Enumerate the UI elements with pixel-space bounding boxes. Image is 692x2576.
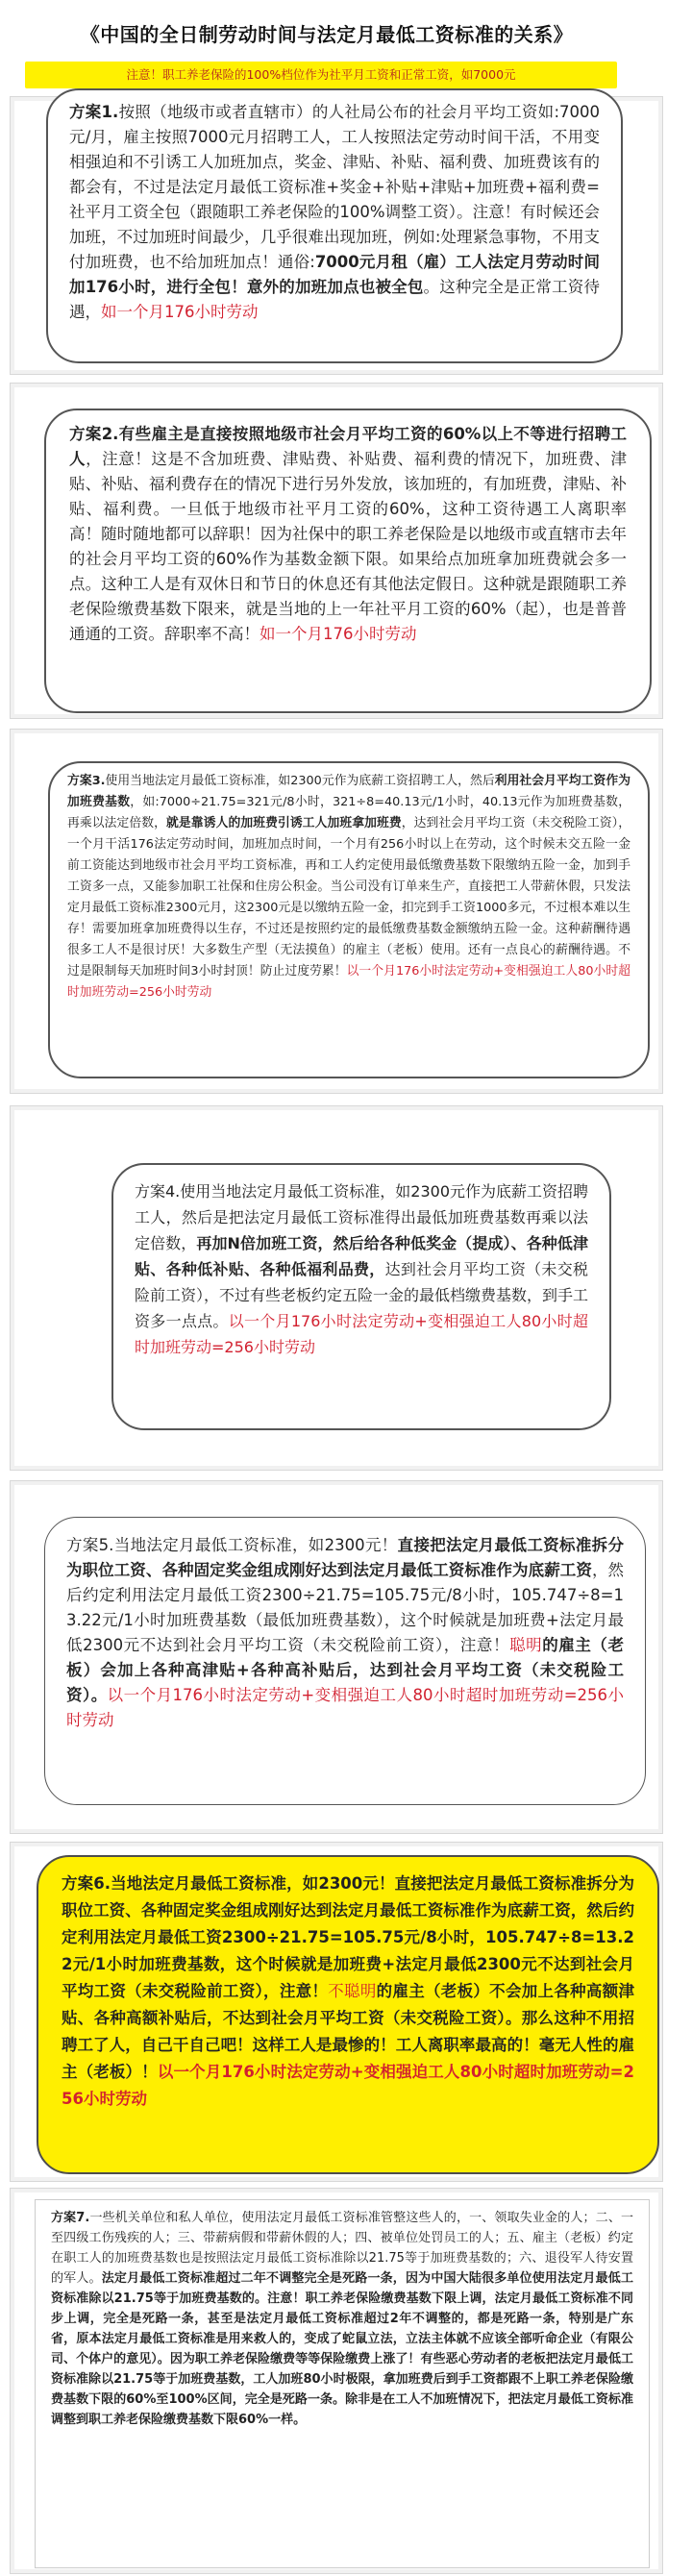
- case-text: 一些机关单位和私人单位，使用法定月最低工资标准管整这些人的，一、领取失业金的人；二、一至四级工伤残疾的人；三、带薪病假和带薪休假的人；四、被单位处罚员工的人；五、雇主（老板）约定在职工人的加班费基数也是按照法定月最低工资标准除以21.75等于加班费基数的；六、退役军人待安置的军人。: [51, 2211, 633, 2286]
- case-summary: 如一个月176小时劳动: [101, 303, 259, 321]
- case-text: 使用当地法定月最低工资标准，如2300元作为底薪工资招聘工人，然后是把法定月最低工资标准得出最低加班费基数再乘以法定倍数，: [135, 1182, 589, 1252]
- case-bold-text: 直接把法定月最低工资标准拆分为职位工资、各种固定奖金组成刚好达到法定月最低工资标准作为底薪工资: [66, 1536, 624, 1579]
- case-text: ，如:7000÷21.75=321元/8小时，321÷8=40.13元/1小时，40.13元作为加班费基数，再乘以法定倍数，: [67, 795, 631, 830]
- case-summary: 如一个月176小时劳动: [260, 625, 417, 643]
- case-card-1: [46, 88, 623, 363]
- page-title: 《中国的全日制劳动时间与法定月最低工资标准的关系》: [80, 23, 574, 46]
- case-highlight-word: 聪明: [509, 1636, 543, 1654]
- case-bold-text: 7000元月租（雇）工人法定月劳动时间加176小时，进行全包！意外的加班加点也被全包: [69, 253, 600, 296]
- case-text: 达到社会月平均工资（未交税险前工资），不过有些老板约定五险一金的最低档缴费基数，到手工资多一点点。: [135, 1260, 589, 1330]
- case-text: 使用当地法定月最低工资标准，如2300元作为底薪工资招聘工人，然后: [105, 774, 495, 788]
- case-summary: 以一个月176小时法定劳动+变相强迫工人80小时超时加班劳动=256小时劳动: [67, 964, 630, 1000]
- case-card-5: [44, 1517, 646, 1805]
- case-label: 方案3.: [67, 774, 106, 788]
- case-label: 方案6.: [62, 1874, 111, 1893]
- case-text: ，达到社会月平均工资（未交税险工资），一个月干活176法定劳动时间，加班加点时间，一个月有256小时以上在劳动，这个时候未交五险一金前工资能达到地级市社会月平均工资标准，再和工人约定使用最低缴费基数下限缴纳五险一金，加到手工资多一点，又能参加职工社保和住房公积金。当公司没有订单来生产，直接把工人带薪休假，只发法定月最低工资标准2300元月，这2300元是以缴纳五险一金，扣完到手工资1000多元，不过根本难以生存！需要加班拿加班费得以生存，不过还是按照约定的最低缴费基数金额缴纳五险一金。这种薪酬待遇很多工人不是很讨厌！大多数生产型（无法摸鱼）的雇主（老板）使用。还有一点良心的薪酬待遇。不过是限制每天加班时间3小时封顶！防止过度劳累！: [67, 816, 631, 978]
- case-card-2: [44, 409, 652, 713]
- case-label: 方案5.: [66, 1536, 114, 1554]
- case-card-6: [37, 1855, 659, 2174]
- case-bold-text: 再加N倍加班工资，然后给各种低奖金（提成）、各种低津贴、各种低补贴、各种低福利品费，: [135, 1234, 588, 1278]
- case-highlight-word: 不聪明: [328, 1982, 377, 2000]
- case-summary: 以一个月176小时法定劳动+变相强迫工人80小时超时加班劳动=256小时劳动: [62, 2063, 634, 2108]
- case-card-3: [48, 761, 650, 1078]
- case-bold-text: 的雇主（老板）会加上各种高津贴+各种高补贴后，达到社会月平均工资（未交税险工资）。: [66, 1636, 624, 1704]
- case-text: ，然后约定利用法定月最低工资2300÷21.75=105.75元/8小时，105.747÷8=13.22元/1小时加班费基数（最低加班费基数），这个时候就是加班费+法定月最低2300元不达到社会月平均工资（未交税险前工资），注意！: [66, 1561, 625, 1654]
- notice-banner: 注意！职工养老保险的100%档位作为社平月工资和正常工资，如7000元: [25, 62, 617, 88]
- case-bold-text: 有些雇主是直接按照地级市社会月平均工资的60%以上不等进行招聘工人: [69, 425, 627, 468]
- case-text: 按照（地级市或者直辖市）的人社局公布的社会月平均工资如:7000元/月，雇主按照7000元月招聘工人，工人按照法定劳动时间干活，不用变相强迫和不引诱工人加班加点，奖金、津贴、补贴、福利费、加班费该有的都会有，不过是法定月最低工资标准+奖金+补贴+津贴+加班费+福利费=社平月工资全包（跟随职工养老保险的100%调整工资）。注意！有时候还会加班，不过加班时间最少，几乎很难出现加班，例如:处理紧急事物，不用支付加班费，也不给加班加点！通俗:: [69, 103, 600, 271]
- case-tail-text: 。这种完全是正常工资待遇，: [69, 278, 600, 321]
- case-summary: 以一个月176小时法定劳动+变相强迫工人80小时超时加班劳动=256小时劳动: [135, 1312, 588, 1356]
- case-text: 当地法定月最低工资标准，如2300元！直接把法定月最低工资标准拆分为职位工资、各种固定奖金组成刚好达到法定月最低工资标准作为底薪工资，然后约定利用法定月最低工资2300÷21.75=105.75元/8小时，105.747÷8=13.22元/1小时加班费基数，这个时候就是加班费+法定月最低2300元不达到社会月平均工资（未交税险前工资），注意！: [62, 1874, 634, 2000]
- case-text: 当地法定月最低工资标准，如2300元！: [113, 1536, 398, 1554]
- case-text: ，注意！这是不含加班费、津贴费、补贴费、福利费的情况下，加班费、津贴、补贴、福利费存在的情况下进行另外发放，该加班的，有加班费，津贴、补贴、福利费。一旦低于地级市社平月工资的60%，这种工资待遇工人离职率高！随时随地都可以辞职！因为社保中的职工养老保险是以地级市或直辖市去年的社会月平均工资的60%作为基数金额下限。如果给点加班拿加班费就会多一点。这种工人是有双休日和节日的休息还有其他法定假日。这种就是跟随职工养老保险缴费基数下限来，就是当地的上一年社平月工资的60%（起），也是普普通通的工资。辞职率不高！: [69, 450, 628, 643]
- case-bold-text: 法定月最低工资标准超过二年不调整完全是死路一条，因为中国大陆很多单位使用法定月最低工资标准除以21.75等于加班费基数的。注意！职工养老保险缴费基数下限上调，法定月最低工资标准不同步上调，完全是死路一条，甚至是法定月最低工资标准超过2年不调整的，都是死路一条，特别是广东省，原本法定月最低工资标准是用来救人的，变成了蛇鼠立法，立法主体就不应该全部听命企业（有限公司、个体户的意见）。因为职工养老保险缴费等等保险缴费上涨了！有些恶心劳动者的老板把法定月最低工资标准除以21.75等于加班费基数，工人加班80小时极限，拿加班费后到手工资都跟不上职工养老保险缴费基数下限的60%至100%区间，完全是死路一条。除非是在工人不加班情况下，把法定月最低工资标准调整到职工养老保险缴费基数下限60%一样。: [51, 2271, 633, 2427]
- case-label: 方案2.: [69, 425, 119, 443]
- case-bold-text: 就是靠诱人的加班费引诱工人加班拿加班费: [166, 816, 402, 830]
- case-card-7: [35, 2199, 650, 2568]
- case-label: 方案4.: [135, 1182, 181, 1201]
- case-bold-text: 利用社会月平均工资作为加班费基数: [67, 774, 631, 809]
- case-card-4: [111, 1163, 611, 1430]
- case-text: 的雇主（老板）不会加上各种高额津贴、各种高额补贴后，不达到社会月平均工资（未交税险工资）。那么这种不用招聘工了人，自己干自己吧！这样工人是最惨的！工人离职率最高的！毫无人性的雇主（老板）！: [62, 1982, 635, 2081]
- case-summary: 以一个月176小时法定劳动+变相强迫工人80小时超时加班劳动=256小时劳动: [66, 1686, 625, 1729]
- case-label: 方案7.: [51, 2211, 90, 2225]
- case-label: 方案1.: [69, 103, 119, 121]
